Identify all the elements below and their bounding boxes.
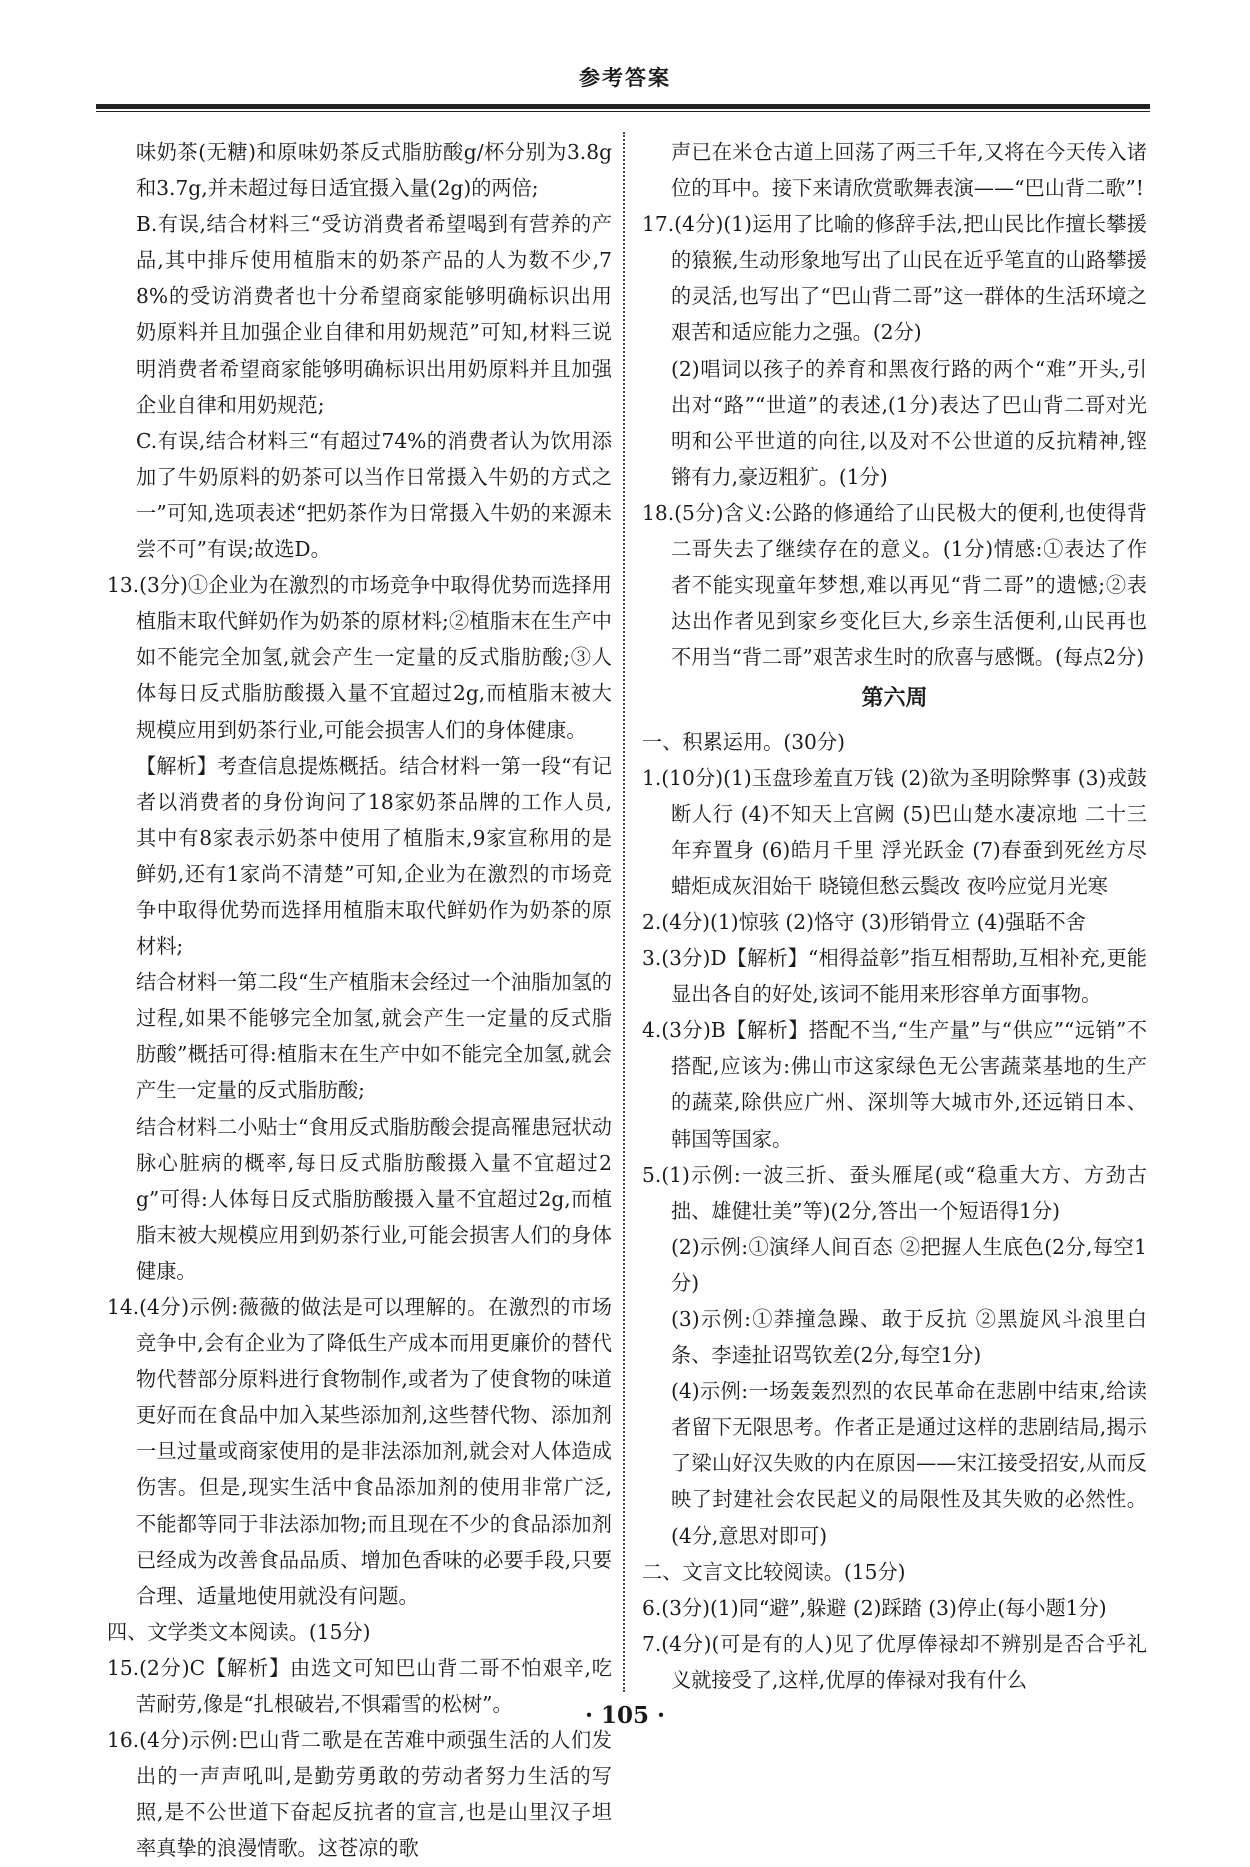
paragraph: (2)示例:①演绎人间百态 ②把握人生底色(2分,每空1分)	[671, 1234, 1147, 1295]
paragraph: 16.(4分)示例:巴山背二歌是在苦难中顽强生活的人们发出的一声声吼叫,是勤劳勇敢的劳动者努力生活的写照,是不公世道下奋起反抗者的宣言,也是山里汉子坦率真挚的浪漫情歌。这苍凉的歌	[107, 1728, 612, 1861]
paragraph: B.有误,结合材料三“受访消费者希望喝到有营养的产品,其中排斥使用植脂末的奶茶产品的人为数不少,78%的受访消费者也十分希望商家能够明确标识出用奶原料并且加强企业自律和用奶规范”可知,材料三说明消费者希望商家能够明确标识出用奶原料并且加强企业自律和用奶规范;	[136, 212, 612, 417]
paragraph: 1.(10分)(1)玉盘珍羞直万钱 (2)欲为圣明除弊事 (3)戎鼓断人行 (4)不知天上宫阙 (5)巴山楚水凄凉地 二十三年弃置身 (6)皓月千里 浮光跃金 (7)春蚕到死丝方尽 蜡炬成灰泪始干 晓镜但愁云鬓改 夜吟应觉月光寒	[642, 765, 1147, 898]
paragraph: (4)示例:一场轰轰烈烈的农民革命在悲剧中结束,给读者留下无限思考。作者正是通过这样的悲剧结局,揭示了梁山好汉失败的内在原因——宋江接受招安,从而反映了封建社会农民起义的局限性及其失败的必然性。(4分,意思对即可)	[671, 1379, 1147, 1548]
paragraph: 结合材料二小贴士“食用反式脂肪酸会提高罹患冠状动脉心脏病的概率,每日反式脂肪酸摄入量不宜超过2g”可得:人体每日反式脂肪酸摄入量不宜超过2g,而植脂末被大规模应用到奶茶行业,可能会损害人们的身体健康。	[136, 1114, 612, 1283]
paragraph: 5.(1)示例:一波三折、蚕头雁尾(或“稳重大方、方劲古拙、雄健壮美”等)(2分,答出一个短语得1分)	[642, 1162, 1147, 1223]
paragraph: 二、文言文比较阅读。(15分)	[642, 1559, 906, 1584]
section-title: 第六周	[861, 686, 928, 712]
paragraph: 味奶茶(无糖)和原味奶茶反式脂肪酸g/杯分别为3.8g和3.7g,并未超过每日适宜摄入量(2g)的两倍;	[136, 140, 612, 201]
paragraph: (2)唱词以孩子的养育和黑夜行路的两个“难”开头,引出对“路”“世道”的表述,(1分)表达了巴山背二哥对光明和公平世道的向往,以及对不公世道的反抗精神,铿锵有力,豪迈粗犷。(1分)	[671, 356, 1147, 489]
paragraph: 2.(4分)(1)惊骇 (2)恪守 (3)形销骨立 (4)强聒不舍	[642, 909, 1086, 934]
paragraph: 15.(2分)C【解析】由选文可知巴山背二哥不怕艰辛,吃苦耐劳,像是“扎根破岩,不惧霜雪的松树”。	[107, 1655, 612, 1717]
paragraph: 一、积累运用。(30分)	[642, 729, 845, 754]
header-rule-thin	[96, 111, 1150, 112]
paragraph: 7.(4分)(可是有的人)见了优厚俸禄却不辨别是否合乎礼义就接受了,这样,优厚的俸禄对我有什么	[642, 1631, 1147, 1692]
left-column	[107, 134, 612, 1867]
paragraph: 18.(5分)含义:公路的修通给了山民极大的便利,也使得背二哥失去了继续存在的意义。(1分)情感:①表达了作者不能实现童年梦想,难以再见“背二哥”的遗憾;②表达出作者见到家乡变化巨大,乡亲生活便利,山民再也不用当“背二哥”艰苦求生时的欣喜与感慨。(每点2分)	[642, 500, 1147, 670]
column-divider	[623, 132, 625, 1692]
paragraph: 四、文学类文本阅读。(15分)	[107, 1619, 371, 1644]
paragraph: (3)示例:①莽撞急躁、敢于反抗 ②黑旋风斗浪里白条、李逵扯诏骂钦差(2分,每空1分)	[671, 1307, 1147, 1368]
paragraph: 17.(4分)(1)运用了比喻的修辞手法,把山民比作擅长攀援的猿猴,生动形象地写出了山民在近乎笔直的山路攀援的灵活,也写出了“巴山背二哥”这一群体的生活环境之艰苦和适应能力之强。(2分)	[642, 212, 1147, 345]
page-number: · 105 ·	[584, 1702, 666, 1729]
paragraph: 14.(4分)示例:薇薇的做法是可以理解的。在激烈的市场竞争中,会有企业为了降低生产成本而用更廉价的替代物代替部分原料进行食物制作,或者为了使食物的味道更好而在食品中加入某些添加剂,这些替代物、添加剂一旦过量或商家使用的是非法添加剂,就会对人体造成伤害。但是,现实生活中食品添加剂的使用非常广泛,不能都等同于非法添加物;而且现在不少的食品添加剂已经成为改善食品品质、增加色香味的必要手段,只要合理、适量地使用就没有问题。	[107, 1295, 612, 1608]
paragraph: 4.(3分)B【解析】搭配不当,“生产量”与“供应”“远销”不搭配,应该为:佛山市这家绿色无公害蔬菜基地的生产的蔬菜,除供应广州、深圳等大城市外,还远销日本、韩国等国家。	[642, 1018, 1147, 1151]
header-rule-thick	[96, 104, 1150, 109]
paragraph: 结合材料一第二段“生产植脂末会经过一个油脂加氢的过程,如果不能够完全加氢,就会产生一定量的反式脂肪酸”概括可得:植脂末在生产中如不能完全加氢,就会产生一定量的反式脂肪酸;	[136, 970, 612, 1103]
page-header-title: 参考答案	[579, 66, 671, 90]
paragraph: 13.(3分)①企业为在激烈的市场竞争中取得优势而选择用植脂末取代鲜奶作为奶茶的原材料;②植脂末在生产中如不能完全加氢,就会产生一定量的反式脂肪酸;③人体每日反式脂肪酸摄入量不宜超过2g,而植脂末被大规模应用到奶茶行业,可能会损害人们的身体健康。	[107, 573, 612, 742]
paragraph: 【解析】考查信息提炼概括。结合材料一第一段“有记者以消费者的身份询问了18家奶茶品牌的工作人员,其中有8家表示奶茶中使用了植脂末,9家宣称用的是鲜奶,还有1家尚不清楚”可知,企业为在激烈的市场竞争中取得优势而选择用植脂末取代鲜奶作为奶茶的原材料;	[136, 753, 612, 959]
paragraph: C.有误,结合材料三“有超过74%的消费者认为饮用添加了牛奶原料的奶茶可以当作日常摄入牛奶的方式之一”可知,选项表述“把奶茶作为日常摄入牛奶的来源未尝不可”有误;故选D。	[136, 428, 612, 562]
right-column	[642, 134, 1147, 1698]
paragraph: 6.(3分)(1)同“避”,躲避 (2)踩踏 (3)停止(每小题1分)	[642, 1595, 1107, 1620]
paragraph: 声已在米仓古道上回荡了两三千年,又将在今天传入诸位的耳中。接下来请欣赏歌舞表演——“巴山背二歌”!	[671, 140, 1147, 201]
paragraph: 3.(3分)D【解析】“相得益彰”指互相帮助,互相补充,更能显出各自的好处,该词不能用来形容单方面事物。	[642, 946, 1147, 1007]
